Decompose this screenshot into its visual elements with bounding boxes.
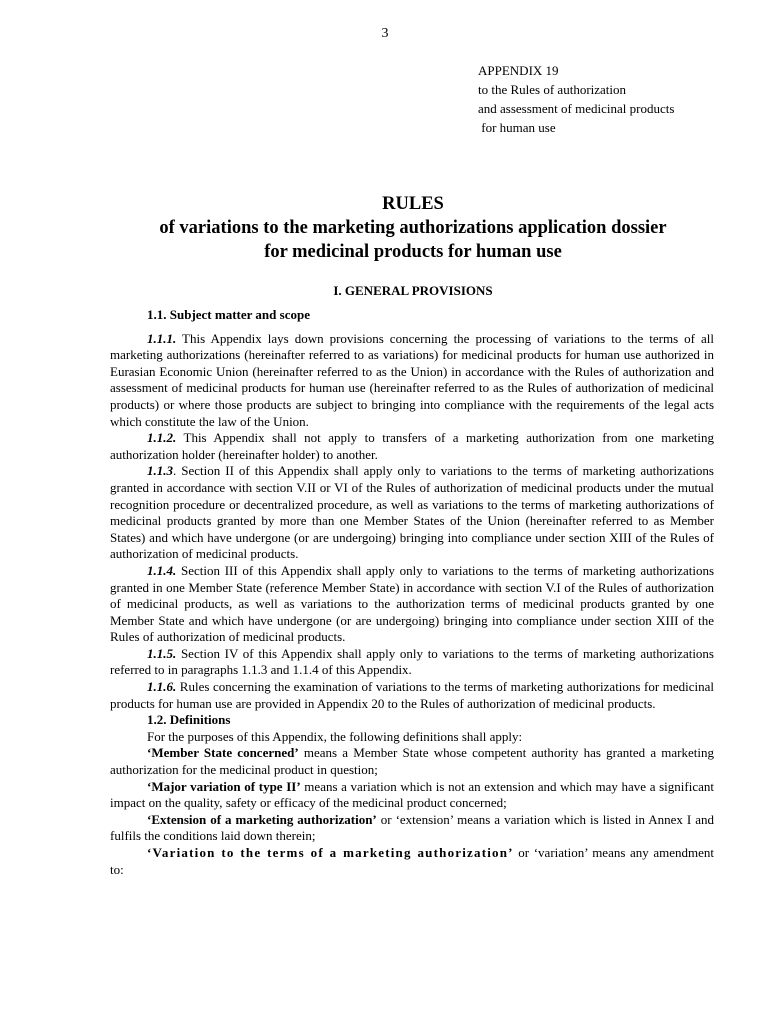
definition: [110, 745, 714, 778]
appendix-line: and assessment of medicinal products: [478, 101, 675, 116]
appendix-line: APPENDIX 19: [478, 63, 559, 78]
paragraph: [110, 563, 714, 646]
title-line: for medicinal products for human use: [264, 242, 562, 262]
definition-text: means a Member State whose competent authority has granted a marketing authorization for the medicinal product in question;: [110, 745, 714, 778]
section-heading: I. GENERAL PROVISIONS: [333, 283, 493, 298]
paragraph-text: This Appendix shall not apply to transfers of a marketing authorization from one marketing authorization holder (hereinafter holder) to another.: [110, 430, 714, 462]
paragraph: [110, 430, 714, 463]
definition: [110, 812, 714, 845]
definition-term: ‘Extension of a marketing authorization’: [147, 811, 377, 827]
paragraph: [110, 463, 714, 563]
appendix-header: [478, 61, 674, 137]
paragraph-text: Section IV of this Appendix shall apply only to variations to the terms of marketing authorizations referred to in paragraphs 1.1.3 and 1.1.4 of this Appendix.: [110, 645, 714, 678]
paragraph: [110, 331, 714, 431]
title-line: RULES: [382, 194, 444, 214]
definition-text: or ‘variation’ means any amendment to:: [110, 845, 714, 877]
paragraph-text: Rules concerning the examination of variations to the terms of marketing authorizations for medicinal products for human use are provided in Appendix 20 to the Rules of authorization of medicinal products.: [110, 679, 714, 711]
paragraph-text: This Appendix lays down provisions concerning the processing of variations to the terms of all marketing authorizations (hereinafter referred to as variations) for medicinal products for human use authorized in Eurasian Economic Union (hereinafter referred to as the Union) in accordance with the Rules of authorization and assessment of medicinal products for human use (hereinafter referred to as the Rules of authorization of medicinal products) or where those products are subject to bringing into compliance with the requirements of the legal acts which constitute the law of the Union.: [110, 330, 714, 429]
definition-term: ‘Major variation of type II’: [147, 778, 301, 794]
appendix-line: for human use: [478, 120, 556, 135]
definition-term: ‘Member State concerned’: [147, 745, 299, 761]
paragraph-number: 1.1.1.: [147, 330, 177, 346]
paragraph-text: . Section II of this Appendix shall apply only to variations to the terms of marketing authorizations granted in accordance with section V.II or VI of the Rules of authorization of medicinal products under the mutual recognition procedure or decentralized procedure, as well as variations to the terms of marketing authorizations of medicinal products granted by more than one Member States of the Union (hereinafter referred to as Member States) and which have undergone (or are undergoing) bringing into compliance under section XIII of the Rules of authorization of medicinal products.: [110, 463, 714, 562]
paragraph-number: 1.1.5.: [147, 645, 177, 661]
paragraph-number: 1.1.6.: [147, 679, 177, 695]
definitions-intro: For the purposes of this Appendix, the following definitions shall apply:: [147, 728, 523, 744]
document-title: [0, 192, 770, 264]
paragraph-number: 1.1.3: [147, 463, 173, 479]
definition-term: ‘Variation to the terms of a marketing authorization’: [147, 845, 514, 860]
document-body: [110, 307, 714, 878]
definition: [110, 779, 714, 812]
appendix-line: to the Rules of authorization: [478, 82, 627, 97]
definition: [110, 845, 714, 878]
definition-text: means a variation which is not an extension and which may have a significant impact on the quality, safety or efficacy of the medicinal product concerned;: [110, 778, 714, 811]
subsection-heading: 1.2. Definitions: [147, 712, 231, 728]
paragraph-number: 1.1.2.: [147, 430, 177, 446]
page-number: 3: [381, 26, 389, 41]
paragraph: [110, 679, 714, 712]
subsection-heading: 1.1. Subject matter and scope: [147, 307, 310, 322]
definition-text: or ‘extension’ means a variation which is listed in Annex I and fulfils the conditions laid down therein;: [110, 811, 714, 844]
title-line: of variations to the marketing authorizations application dossier: [159, 218, 667, 238]
paragraph: [110, 646, 714, 679]
paragraph-number: 1.1.4.: [147, 562, 177, 578]
paragraph-text: Section III of this Appendix shall apply only to variations to the terms of marketing authorizations granted in one Member State (reference Member State) in accordance with section V.I of the Rules of authorization of medicinal products, as well as variations to the authorization terms of medicinal products granted by one Member State and which have undergone (or are undergoing) bringing into compliance under section XIII of the Rules of authorization of medicinal products.: [110, 562, 714, 645]
